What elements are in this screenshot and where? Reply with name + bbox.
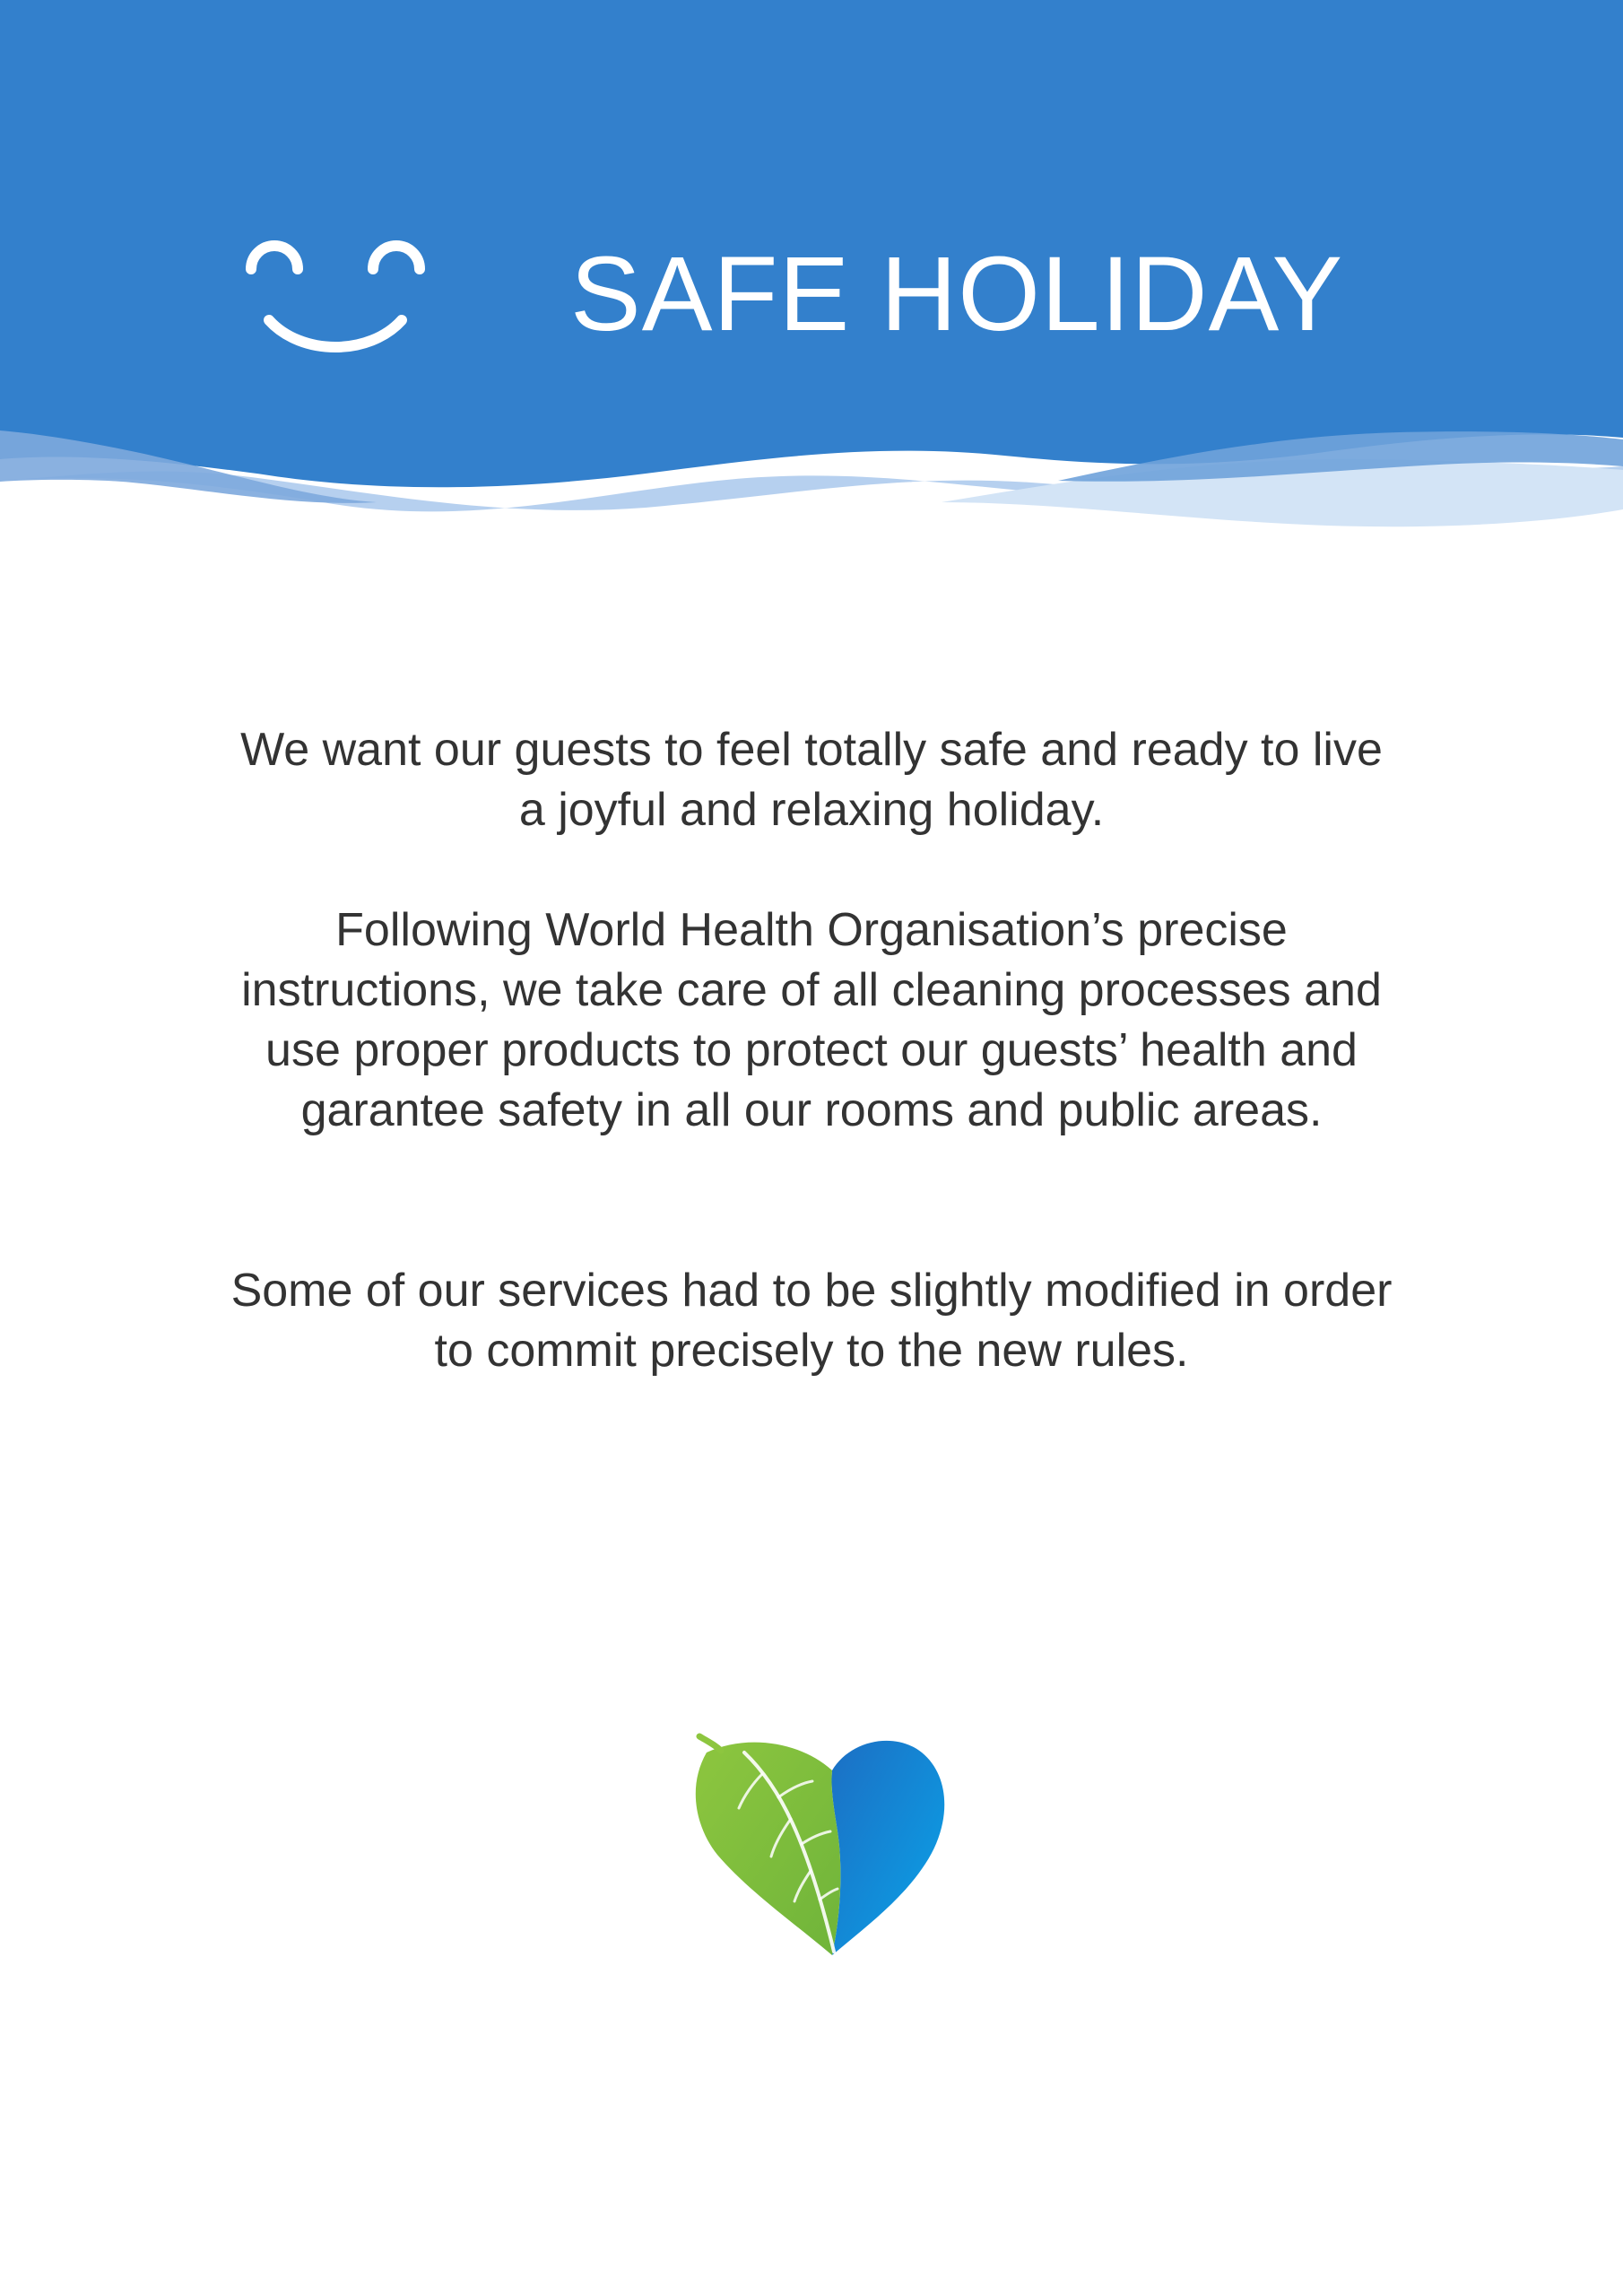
page-title: SAFE HOLIDAY [570, 235, 1344, 353]
leaf-heart-icon [690, 1733, 950, 1959]
cleaning-paragraph [135, 900, 1488, 1141]
paragraph-line: Some of our services had to be slightly modified in order [230, 1265, 1393, 1317]
paragraph-line: a joyful and relaxing holiday. [518, 784, 1105, 836]
paragraph-line: Following World Health Organisation’s precise [335, 904, 1288, 956]
paragraph-line: garantee safety in all our rooms and public areas. [300, 1084, 1323, 1136]
intro-paragraph [135, 720, 1488, 840]
paragraph-line: to commit precisely to the new rules. [434, 1325, 1189, 1377]
paragraph-line: use proper products to protect our guests’ health and [265, 1024, 1358, 1076]
services-paragraph [135, 1261, 1488, 1381]
paragraph-line: We want our guests to feel totally safe and ready to live [240, 724, 1383, 776]
smile-icon [239, 226, 432, 361]
paragraph-line: instructions, we take care of all cleaning processes and [241, 964, 1382, 1016]
